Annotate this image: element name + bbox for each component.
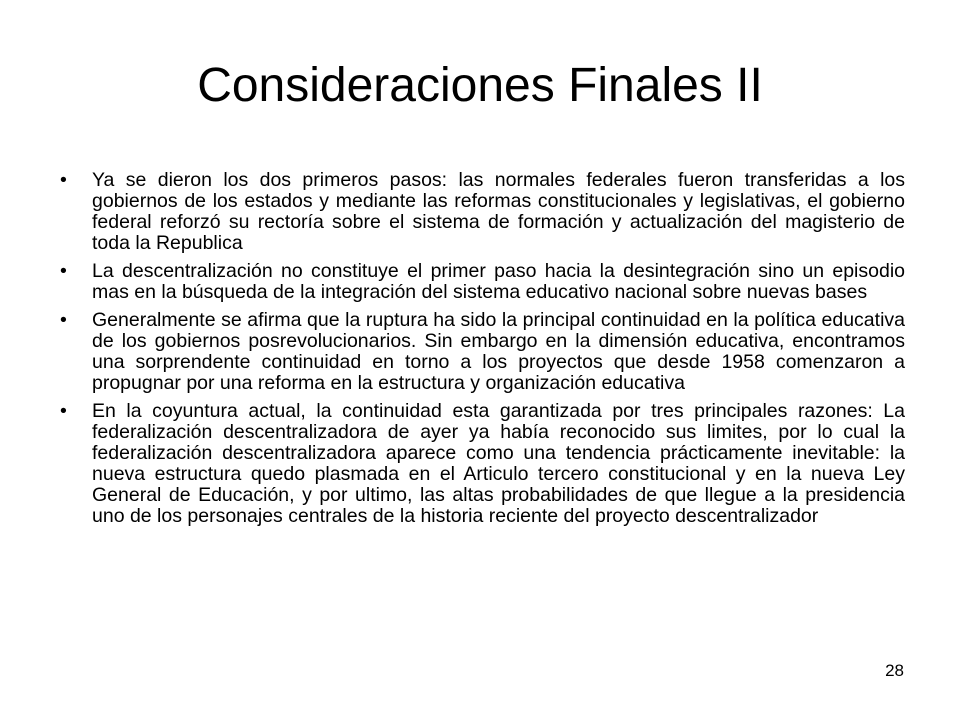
- bullet-text: Generalmente se afirma que la ruptura ha sido la principal continuidad en la política educativa de los gobiernos posrevolucionarios. Sin embargo en la dimensión educativa, encontramos una sorprendente continuidad en torno a los proyectos que desde 1958 comenzaron a propugnar por una reforma en la estructura y organización educativa: [92, 309, 905, 394]
- bullet-item: [60, 261, 905, 303]
- page-number: 28: [885, 661, 904, 680]
- bullet-marker: •: [60, 309, 67, 331]
- bullet-item: [60, 310, 905, 394]
- bullet-text: Ya se dieron los dos primeros pasos: las normales federales fueron transferidas a los gobiernos de los estados y mediante las reformas constitucionales y legislativas, el gobierno federal reforzó su rectoría sobre el sistema de formación y actualización del magisterio de toda la Republica: [92, 169, 905, 254]
- bullet-item: [60, 401, 905, 527]
- bullet-marker: •: [60, 400, 67, 422]
- bullet-text: En la coyuntura actual, la continuidad esta garantizada por tres principales razones: La federalización descentralizadora de ayer ya había reconocido sus limites, por lo cual la federalización descentralizadora aparece como una tendencia prácticamente inevitable: la nueva estructura quedo plasmada en el Articulo tercero constitucional y en la nueva Ley General de Educación, y por ultimo, las altas probabilidades de que llegue a la presidencia uno de los personajes centrales de la historia reciente del proyecto descentralizador: [92, 400, 905, 527]
- bullet-item: [60, 170, 905, 254]
- bullet-text: La descentralización no constituye el primer paso hacia la desintegración sino un episodio mas en la búsqueda de la integración del sistema educativo nacional sobre nuevas bases: [92, 260, 905, 303]
- bullet-marker: •: [60, 260, 67, 282]
- bullet-list: [60, 170, 905, 534]
- bullet-marker: •: [60, 169, 67, 191]
- slide-title: Consideraciones Finales II: [197, 59, 763, 112]
